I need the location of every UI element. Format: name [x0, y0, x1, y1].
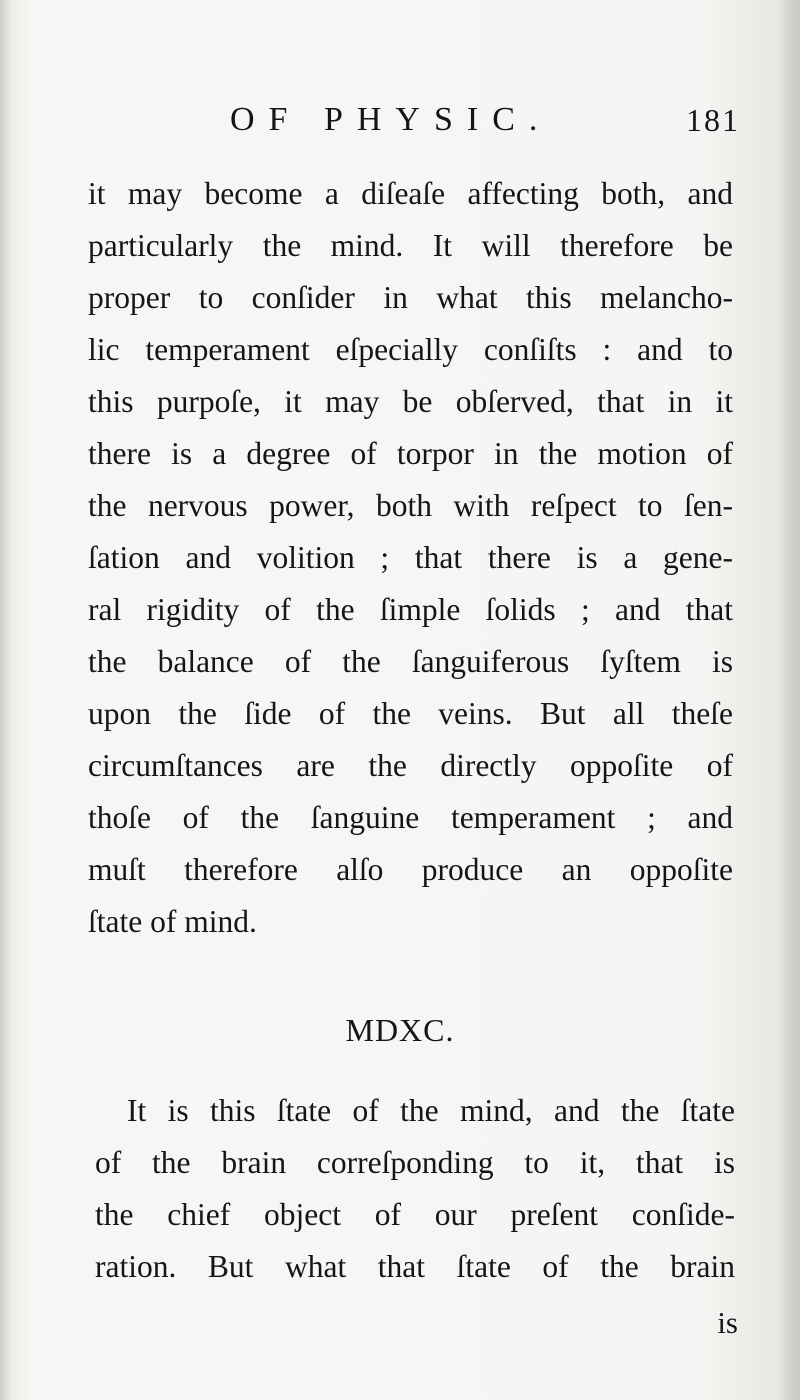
text-line: it may become a diſeaſe affecting both, and: [88, 176, 733, 211]
paragraph-1: [88, 168, 733, 948]
text-line: ſation and volition ; that there is a gene-: [88, 540, 733, 575]
text-line: the chief object of our preſent conſide-: [95, 1197, 735, 1232]
text-line: ration. But what that ſtate of the brain: [95, 1249, 735, 1284]
text-line: circumſtances are the directly oppoſite of: [88, 748, 733, 783]
text-line: It is this ſtate of the mind, and the ſtate: [127, 1093, 735, 1128]
text-line: upon the ſide of the veins. But all theſe: [88, 696, 733, 731]
text-line: lic temperament eſpecially conſiſts : and to: [88, 332, 733, 367]
text-line: this purpoſe, it may be obſerved, that in it: [88, 384, 733, 419]
text-line: the nervous power, both with reſpect to ſen-: [88, 488, 733, 523]
page-number: 181: [686, 102, 740, 138]
text-line: muſt therefore alſo produce an oppoſite: [88, 852, 733, 887]
text-line: thoſe of the ſanguine temperament ; and: [88, 800, 733, 835]
text-line: proper to conſider in what this melancho-: [88, 280, 733, 315]
running-head: OF PHYSIC.: [230, 101, 552, 138]
text-line: particularly the mind. It will therefore be: [88, 228, 733, 263]
text-line: the balance of the ſanguiferous ſyſtem is: [88, 644, 733, 679]
text-line: of the brain correſponding to it, that is: [95, 1145, 735, 1180]
text-line: there is a degree of torpor in the motion of: [88, 436, 733, 471]
paragraph-2: [95, 1085, 735, 1293]
text-line: ral rigidity of the ſimple ſolids ; and that: [88, 592, 733, 627]
text-line: ſtate of mind.: [88, 904, 257, 939]
catchword: is: [717, 1305, 738, 1340]
page-header: [90, 95, 740, 145]
section-heading: MDXC.: [345, 1012, 455, 1048]
